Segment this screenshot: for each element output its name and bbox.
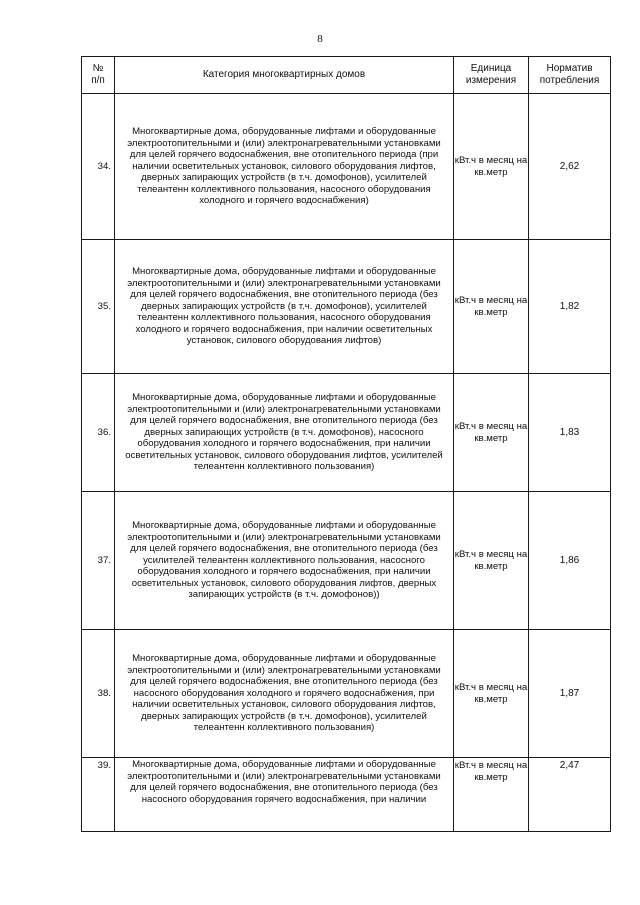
- row-category: Многоквартирные дома, оборудованные лифтами и оборудованные электроотопительными и (или) электронагревательными установками для целей горячего водоснабжения, вне отопительного периода (без дверных запирающих устройств (в т.ч. домофонов), насосного оборудования холодного и горячего водоснабжения, при наличии осветительных установок, силового оборудования лифтов, усилителей телеантенн коллективного пользования): [115, 374, 454, 492]
- row-number: 36.: [82, 374, 115, 492]
- row-norm-value: 1,86: [529, 492, 611, 630]
- table-row: [82, 630, 611, 758]
- table-row: [82, 758, 611, 832]
- header-norm: Норматив потребления: [529, 57, 611, 94]
- table-header-row: [82, 57, 611, 94]
- row-number: 39.: [82, 758, 115, 832]
- row-unit: кВт.ч в месяц на кв.метр: [454, 630, 529, 758]
- row-unit: кВт.ч в месяц на кв.метр: [454, 758, 529, 832]
- table-row: [82, 492, 611, 630]
- consumption-norms-table: [81, 56, 611, 832]
- row-unit: кВт.ч в месяц на кв.метр: [454, 94, 529, 240]
- row-norm-value: 2,47: [529, 758, 611, 832]
- row-category: Многоквартирные дома, оборудованные лифтами и оборудованные электроотопительными и (или) электронагревательными установками для целей горячего водоснабжения, вне отопительного периода (без дверных запирающих устройств (в т.ч. домофонов), усилителей телеантенн коллективного пользования, насосного оборудования холодного и горячего водоснабжения, при наличии осветительных установок, силового оборудования лифтов): [115, 240, 454, 374]
- row-number: 35.: [82, 240, 115, 374]
- header-unit: Единица измерения: [454, 57, 529, 94]
- row-category: Многоквартирные дома, оборудованные лифтами и оборудованные электроотопительными и (или) электронагревательными установками для целей горячего водоснабжения, вне отопительного периода (без насосного оборудования горячего водоснабжения, при наличии: [115, 758, 454, 832]
- row-norm-value: 2,62: [529, 94, 611, 240]
- row-unit: кВт.ч в месяц на кв.метр: [454, 240, 529, 374]
- row-number: 34.: [82, 94, 115, 240]
- row-norm-value: 1,82: [529, 240, 611, 374]
- row-number: 37.: [82, 492, 115, 630]
- row-norm-value: 1,83: [529, 374, 611, 492]
- row-category: Многоквартирные дома, оборудованные лифтами и оборудованные электроотопительными и (или) электронагревательными установками для целей горячего водоснабжения, вне отопительного периода (без насосного оборудования холодного и горячего водоснабжения, при наличии осветительных установок, силового оборудования лифтов, дверных запирающих устройств (в т.ч. домофонов), усилителей телеантенн коллективного пользования): [115, 630, 454, 758]
- row-category: Многоквартирные дома, оборудованные лифтами и оборудованные электроотопительными и (или) электронагревательными установками для целей горячего водоснабжения, вне отопительного периода (без усилителей телеантенн коллективного пользования, насосного оборудования холодного и горячего водоснабжения, при наличии осветительных установок, силового оборудования лифтов, дверных запирающих устройств (в т.ч. домофонов)): [115, 492, 454, 630]
- table-row: [82, 240, 611, 374]
- table-row: [82, 374, 611, 492]
- row-norm-value: 1,87: [529, 630, 611, 758]
- row-category: Многоквартирные дома, оборудованные лифтами и оборудованные электроотопительными и (или) электронагревательными установками для целей горячего водоснабжения, вне отопительного периода (при наличии осветительных установок, силового оборудования лифтов, дверных запирающих устройств (в т.ч. домофонов), усилителей телеантенн коллективного пользования, насосного оборудования холодного и горячего водоснабжения): [115, 94, 454, 240]
- row-number: 38.: [82, 630, 115, 758]
- header-number: № п/п: [82, 57, 115, 94]
- page-number: 8: [317, 33, 323, 45]
- row-unit: кВт.ч в месяц на кв.метр: [454, 374, 529, 492]
- table-row: [82, 94, 611, 240]
- header-category: Категория многоквартирных домов: [115, 57, 454, 94]
- row-unit: кВт.ч в месяц на кв.метр: [454, 492, 529, 630]
